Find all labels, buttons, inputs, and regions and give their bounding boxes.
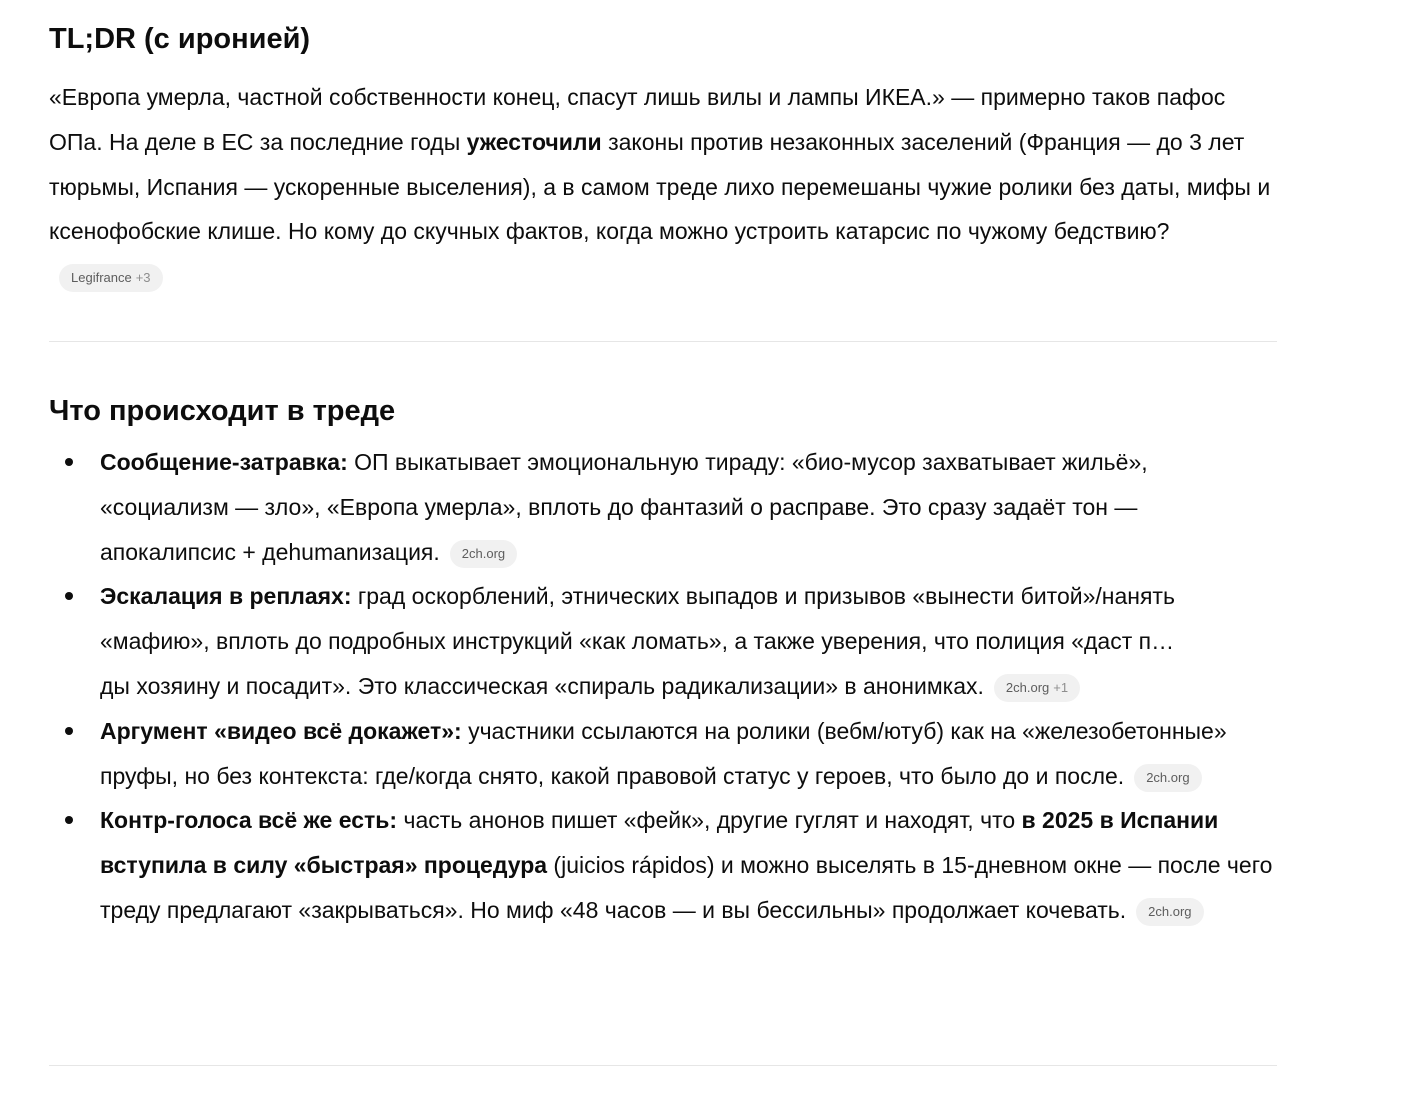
source-chip[interactable]	[450, 540, 517, 568]
source-chip[interactable]	[1136, 898, 1203, 926]
bullet-dot	[65, 458, 73, 466]
tldr-bold-text: ужесточили	[466, 128, 602, 155]
source-chip-label: 2ch.org	[1148, 903, 1192, 919]
item-lead: Сообщение-затравка:	[100, 449, 348, 475]
divider	[49, 1065, 1277, 1066]
bullet-dot	[65, 592, 73, 600]
tldr-text-2: законы против незаконных заселений (Франция — до 3 лет тюрьмы, Испания — ускоренные выселения), а в самом треде лихо перемешаны чужие ролики без даты, мифы и ксенофобские клише. Но кому до скучных фактов, когда можно устроить катарсис по чужому бедствию?	[49, 128, 1271, 245]
item-lead: Аргумент «видео всё докажет»:	[100, 717, 462, 744]
tldr-heading: TL;DR (с иронией)	[49, 23, 311, 55]
source-chip-label: 2ch.org	[1146, 769, 1190, 785]
thread-list	[49, 440, 1277, 933]
item-text: (juicios rápidos) и можно выселять в 15-дневном окне — после чего треду предлагают «закрываться». Но миф «48 часов — и вы бессильны» продолжает кочевать.	[100, 852, 1273, 923]
source-chip[interactable]	[994, 674, 1080, 702]
tldr-paragraph	[49, 75, 1277, 299]
source-chip[interactable]	[1134, 764, 1201, 792]
source-chip-label: 2ch.org	[1005, 679, 1050, 695]
list-item	[49, 574, 1277, 708]
list-item	[49, 798, 1277, 932]
list-item	[49, 440, 1277, 574]
source-chip-more: +3	[135, 270, 151, 286]
bullet-dot	[65, 727, 73, 735]
source-chip[interactable]	[59, 264, 163, 292]
item-lead: Контр-голоса всё же есть:	[100, 807, 398, 834]
thread-heading: Что происходит в треде	[49, 395, 396, 427]
list-item	[49, 709, 1277, 799]
source-chip-more: +1	[1053, 679, 1069, 695]
item-text: часть анонов пишет «фейк», другие гуглят и находят, что	[397, 807, 1022, 834]
source-chip-label: Legifrance	[71, 270, 132, 286]
bullet-dot	[65, 816, 73, 824]
item-bold-text: в 2025 в Испании вступила в силу «быстрая» процедура	[100, 807, 1219, 879]
source-chip-label: 2ch.org	[461, 545, 506, 561]
item-text: ОП выкатывает эмоциональную тираду: «био-мусор захватывает жильё», «социализм — зло», «Европа умерла», вплоть до фантазий о расправе. Это сразу задаёт тон — апокалипсис + деhumanизация.	[100, 449, 1148, 565]
item-text: град оскорблений, этнических выпадов и призывов «вынести битой»/нанять «мафию», вплоть до подробных инструкций «как ломать», а также уверения, что полиция «даст п…	[100, 583, 1175, 655]
item-text: ды хозяину и посадит». Это классическая «спираль радикализации» в анонимках.	[100, 672, 984, 699]
divider	[49, 341, 1277, 342]
item-lead: Эскалация в реплаях:	[100, 583, 352, 610]
tldr-text-1: «Европа умерла, частной собственности конец, спасут лишь вилы и лампы ИКЕА.» — примерно таков пафос ОПа. На деле в ЕС за последние годы	[49, 84, 1226, 155]
item-text: участники ссылаются на ролики (вебм/ютуб) как на «железобетонные» пруфы, но без контекста: где/когда снято, какой правовой статус у героев, что было до и после.	[100, 717, 1227, 789]
